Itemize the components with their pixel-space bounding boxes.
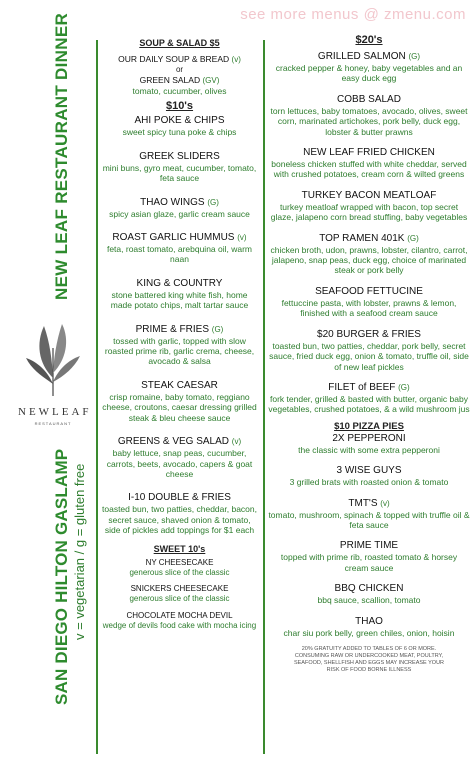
soup-salad-header: SOUP & SALAD $5 — [139, 38, 220, 48]
item-name: GRILLED SALMON — [317, 51, 406, 62]
item-name: ROAST GARLIC HUMMUS — [112, 232, 235, 244]
diet-legend: v = vegetarian / g = gluten free — [72, 463, 87, 640]
menu-item-hummus — [102, 232, 257, 265]
item-tag: (v) — [231, 437, 242, 447]
item-desc: toasted bun, two patties, cheddar, bacon, secret sauce, shaved onion & tomato, side of pickles add toppings for $1 each — [102, 504, 257, 536]
menu-item-cobb-salad — [268, 94, 470, 137]
menu-item-seafood-fettucine — [268, 286, 470, 319]
menu-item-grilled-salmon — [268, 51, 470, 84]
menu-item-thao-wings — [102, 197, 257, 219]
item-name: CHOCOLATE MOCHA DEVIL — [126, 610, 233, 620]
left-divider — [96, 40, 98, 754]
soup-tag: (v) — [231, 55, 241, 64]
item-name: TURKEY BACON MEATLOAF — [301, 189, 437, 201]
or-separator: or — [175, 65, 184, 74]
item-name: NY CHEESECAKE — [145, 557, 214, 567]
item-desc: mini buns, gyro meat, cucumber, tomato, feta sauce — [102, 162, 257, 184]
item-name: SNICKERS CHEESECAKE — [130, 584, 229, 594]
pizza-item-tmts — [268, 498, 470, 531]
item-name: $20 BURGER & FRIES — [317, 328, 421, 340]
item-desc: topped with prime rib, roasted tomato & horsey cream sauce — [280, 552, 458, 573]
item-name: 2X PEPPERONI — [332, 432, 406, 444]
item-desc: generous slice of the classic — [129, 594, 230, 604]
watermark-text: see more menus @ zmenu.com — [240, 6, 466, 23]
center-divider — [263, 40, 265, 754]
item-desc: fork tender, grilled & basted with butter, organic baby vegetables, crushed potatoes, & a wild mushroom jus — [268, 393, 470, 415]
item-name: 3 WISE GUYS — [336, 465, 402, 477]
green-salad-desc: tomato, cucumber, olives — [132, 86, 227, 96]
tens-header: $10's — [165, 100, 194, 113]
item-desc: cracked pepper & honey, baby vegetables and an easy duck egg — [275, 63, 463, 84]
item-desc: 3 grilled brats with roasted onion & tomato — [289, 477, 449, 488]
item-desc: torn lettuces, baby tomatoes, avocado, olives, sweet corn, marinated artichokes, pork belly, duck egg, lobster & butter prawns — [270, 105, 468, 137]
green-salad-item — [102, 75, 257, 86]
item-desc: crisp romaine, baby tomato, reggiano cheese, croutons, caesar dressing grilled steak & bleu cheese sauce — [102, 391, 257, 423]
item-name: I-10 DOUBLE & FRIES — [128, 492, 231, 504]
pizza-item-wise-guys — [268, 465, 470, 487]
menu-item-meatloaf — [268, 190, 470, 223]
menu-item-20-burger — [268, 329, 470, 372]
item-name: COBB SALAD — [337, 93, 401, 105]
item-desc: sweet spicy tuna poke & chips — [122, 127, 237, 138]
soup-name: OUR DAILY SOUP & BREAD — [118, 54, 230, 64]
item-tag: (v) — [380, 498, 390, 508]
item-name: KING & COUNTRY — [136, 277, 223, 289]
gratuity-disclaimer: 20% GRATUITY ADDED TO TABLES OF 6 OR MORE. CONSUMING RAW OR UNDERCOOKED MEAT, POULTRY, SEAFOOD, SHELLFISH AND EGGS MAY INCREASE YOUR RISK OF FOOD BORNE ILLNESS — [293, 645, 445, 673]
item-tag: (v) — [237, 233, 247, 243]
item-desc: chicken broth, udon, prawns, lobster, cilantro, carrot, jalapeno, snap peas, duck egg, choice of marinated steak or pork belly — [270, 244, 468, 276]
menu-item-i10-double — [102, 492, 257, 535]
item-desc: baby lettuce, snap peas, cucumber, carrots, beets, avocado, capers & goat cheese — [106, 448, 253, 479]
item-desc: stone battered king white fish, home made potato chips, malt tartar sauce — [110, 289, 249, 311]
item-desc: bbq sauce, scallion, tomato — [317, 595, 421, 606]
item-name: TMT'S — [348, 497, 378, 509]
pizza-item-prime-time — [268, 540, 470, 573]
item-name: AHI POKE & CHIPS — [134, 115, 225, 127]
item-desc: turkey meatloaf wrapped with bacon, top secret glaze, jalapeno corn bread stuffing, baby vegetables — [270, 201, 468, 223]
twenties-header: $20's — [355, 34, 383, 46]
item-desc: fettuccine pasta, with lobster, prawns & lemon, finished with a seafood cream sauce — [281, 297, 457, 319]
sweet-item-mocha-devil — [102, 611, 257, 631]
item-desc: toasted bun, two patties, cheddar, pork belly, secret sauce, fried duck egg, onion & tomato, truffle oil, side of new leaf pickles — [269, 340, 469, 372]
menu-item-king-country — [102, 278, 257, 311]
item-tag: (G) — [207, 197, 219, 207]
item-name: PRIME TIME — [339, 540, 399, 552]
menu-item-steak-caesar — [102, 380, 257, 423]
pizza-item-thao — [268, 616, 470, 638]
item-name: SEAFOOD FETTUCINE — [315, 285, 423, 297]
item-desc: wedge of devils food cake with mocha icing — [102, 620, 257, 630]
left-menu-column — [102, 38, 257, 643]
menu-item-fried-chicken — [268, 147, 470, 180]
item-desc: generous slice of the classic — [129, 567, 230, 577]
item-tag: (G) — [407, 233, 419, 243]
green-salad-name: GREEN SALAD — [139, 75, 201, 85]
item-tag: (G) — [408, 52, 421, 61]
right-menu-column — [268, 34, 470, 674]
item-tag: (G) — [211, 324, 224, 334]
item-name: PRIME & FRIES — [135, 323, 209, 335]
item-name: BBQ CHICKEN — [334, 583, 404, 595]
item-desc: spicy asian glaze, garlic cream sauce — [109, 208, 250, 219]
menu-item-prime-fries — [102, 324, 257, 367]
sweet-item-ny-cheesecake — [102, 558, 257, 578]
item-desc: the classic with some extra pepperoni — [298, 444, 440, 455]
location-title: SAN DIEGO HILTON GASLAMP — [52, 448, 71, 705]
item-desc: char siu pork belly, green chiles, onion, hoisin — [283, 627, 455, 638]
logo-subtitle: RESTAURANT — [34, 421, 72, 426]
logo-wordmark: NEWLEAF — [18, 406, 92, 418]
item-name: GREEK SLIDERS — [139, 150, 220, 162]
item-name: THAO — [355, 615, 383, 627]
item-name: FILET of BEEF — [328, 381, 396, 393]
menu-item-greek-sliders — [102, 151, 257, 184]
item-name: NEW LEAF FRIED CHICKEN — [303, 147, 435, 159]
pizza-header: $10 PIZZA PIES — [334, 420, 404, 432]
green-salad-tag: (GV) — [202, 76, 220, 85]
item-name: TOP RAMEN 401K — [319, 232, 405, 244]
soup-item — [102, 54, 257, 65]
item-tag: (G) — [398, 382, 410, 392]
item-name: STEAK CAESAR — [141, 379, 218, 391]
menu-item-top-ramen — [268, 233, 470, 276]
menu-item-filet-beef — [268, 382, 470, 415]
item-name: GREENS & VEG SALAD — [117, 436, 230, 448]
item-desc: boneless chicken stuffed with white cheddar, served with crushed potatoes, cream corn & wilted greens — [271, 159, 467, 180]
sweet-header: SWEET 10's — [153, 543, 206, 554]
pizza-item-pepperoni — [268, 433, 470, 455]
sweet-item-snickers — [102, 584, 257, 604]
restaurant-title: NEW LEAF RESTAURANT DINNER — [52, 12, 71, 300]
menu-item-greens-veg — [102, 436, 257, 479]
item-desc: tomato, mushroom, spinach & topped with truffle oil & feta sauce — [268, 509, 470, 530]
item-desc: tossed with garlic, topped with slow roasted prime rib, garlic crema, cheese, avocado & salsa — [104, 335, 255, 367]
item-desc: feta, roast tomato, arebquina oil, warm naan — [106, 244, 253, 265]
item-name: THAO WINGS — [140, 196, 205, 208]
pizza-item-bbq-chicken — [268, 583, 470, 605]
leaf-logo-icon — [18, 318, 88, 400]
menu-item-ahi-poke — [102, 115, 257, 137]
